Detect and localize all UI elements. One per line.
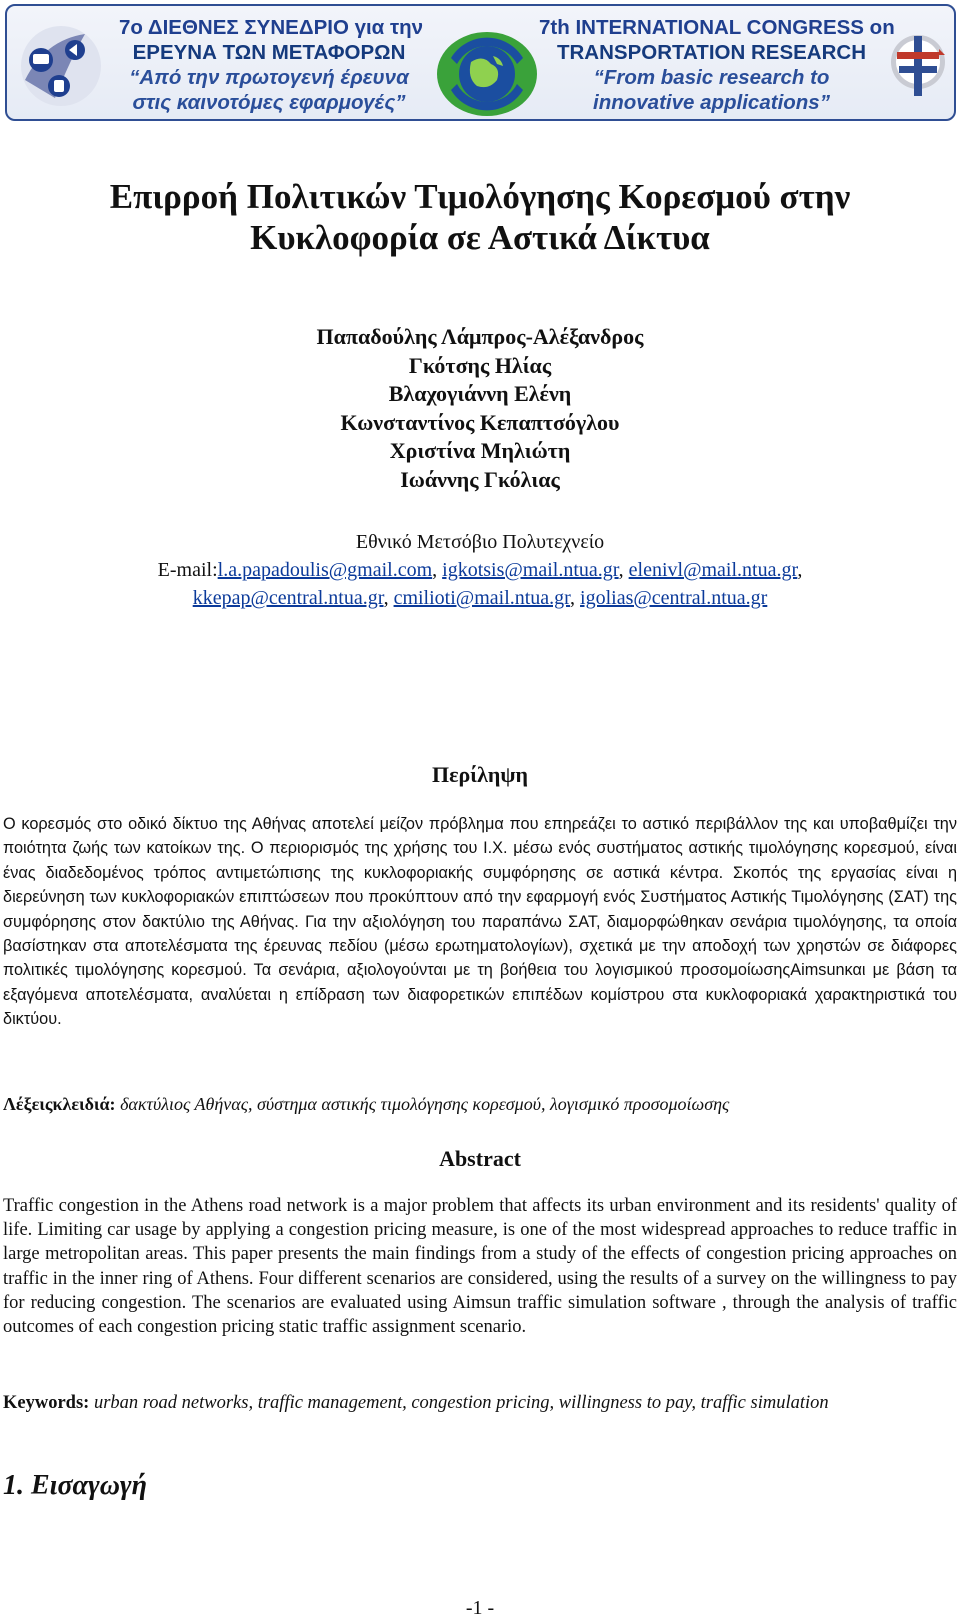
- conference-banner: [5, 4, 956, 121]
- email-link[interactable]: elenivl@mail.ntua.gr: [628, 559, 798, 581]
- banner-en-line-4: innovative applications”: [593, 91, 830, 114]
- crossroads-logo-icon: [887, 22, 949, 110]
- transport-logo-icon: [15, 20, 107, 112]
- email-separator: ,: [432, 559, 443, 581]
- email-separator: ,: [618, 559, 629, 581]
- english-keywords-label: Keywords:: [3, 1393, 90, 1413]
- banner-en-line-3: “From basic research to: [593, 66, 830, 89]
- greek-abstract-text: Ο κορεσμός στο οδικό δίκτυο της Αθήνας αποτελεί μείζον πρόβλημα που επηρεάζει το αστικό περιβάλλον της και υποβαθμίζει την ποιότητα ζωής των κατοίκων της. Ο περιορισμός της χρήσης του Ι.Χ. μέσω ενός συστήματος αστικής τιμολόγησης κορεσμού, είναι ένας διαδεδομένος τρόπος αντιμετώπισης της κυκλοφοριακής συμφόρησης σε αστικά κέντρα. Σκοπός της εργασίας είναι η διερεύνηση των κυκλοφοριακών επιπτώσεων που προκύπτουν από την εφαρμογή ενός Συστήματος Αστικής Τιμολόγησης (ΣΑΤ) της συμφόρησης στον δακτύλιο της Αθήνας. Για την αξιολόγηση του παραπάνω ΣΑΤ, διαμορφώθηκαν σενάρια τιμολόγησης, τα οποία βασίστηκαν στα αποτελέσματα της έρευνας πεδίου (μέσω ερωτηματολογίων), σχετικά με την αποδοχή των χρηστών σε διάφορες πολιτικές τιμολόγησης κορεσμού. Τα σενάρια, αξιολογούνται με τη βοήθεια του λογισμικού προσομοίωσηςAimsunκαι με βάση τα εξαγόμενα αποτελέσματα, αναλύεται η επίδραση των διαφορετικών επιπέδων κομίστρου στα κυκλοφοριακά χαρακτηριστικά του δικτύου.: [3, 815, 957, 1029]
- paper-title-line-2: Κυκλοφορία σε Αστικά Δίκτυα: [250, 218, 710, 257]
- paper-title-line-1: Επιρροή Πολιτικών Τιμολόγησης Κορεσμού στην: [109, 177, 851, 216]
- affiliation: Εθνικό Μετσόβιο Πολυτεχνείο: [355, 531, 605, 553]
- author-list: [180, 323, 780, 495]
- congress-globe-logo-icon: [431, 28, 543, 120]
- author-name: Χριστίνα Μηλιώτη: [389, 438, 571, 464]
- email-separator: ,: [570, 587, 581, 609]
- english-keywords-values: urban road networks, traffic management, congestion pricing, willingness to pay, traffic simulation: [93, 1393, 829, 1413]
- email-line-2: [0, 584, 960, 612]
- author-name: Βλαχογιάννη Ελένη: [388, 381, 572, 407]
- paper-title: [40, 176, 920, 258]
- email-link[interactable]: l.a.papadoulis@gmail.com: [217, 559, 433, 581]
- banner-gr-line-3: “Από την πρωτογενή έρευνα: [129, 66, 409, 89]
- email-line-1: [0, 556, 960, 584]
- greek-keywords: [3, 1092, 957, 1116]
- author-name: Κωνσταντίνος Κεπαπτσόγλου: [340, 409, 620, 435]
- greek-keywords-label: Λέξειςκλειδιά:: [3, 1094, 116, 1114]
- email-label: E-mail:: [157, 559, 218, 581]
- email-link[interactable]: cmilioti@mail.ntua.gr: [393, 587, 571, 609]
- greek-abstract-heading: Περίληψη: [431, 762, 529, 787]
- email-link[interactable]: igolias@central.ntua.gr: [580, 587, 768, 609]
- banner-english-text: [539, 15, 895, 115]
- greek-keywords-values: δακτύλιος Αθήνας, σύστημα αστικής τιμολόγησης κορεσμού, λογισμικό προσομοίωσης: [120, 1094, 730, 1114]
- english-keywords: [3, 1391, 957, 1415]
- email-link[interactable]: kkepap@central.ntua.gr: [192, 587, 384, 609]
- email-separator: ,: [383, 587, 394, 609]
- email-trailing-comma: ,: [797, 559, 803, 581]
- author-name: Παπαδούλης Λάμπρος-Αλέξανδρος: [316, 324, 644, 349]
- page-number: -1 -: [465, 1597, 495, 1619]
- banner-en-line-2: TRANSPORTATION RESEARCH: [556, 41, 867, 64]
- section-heading-introduction: 1. Εισαγωγή: [3, 1470, 147, 1501]
- affiliation-block: [0, 528, 960, 612]
- author-name: Γκότσης Ηλίας: [408, 352, 552, 378]
- english-abstract-heading: Abstract: [439, 1146, 521, 1171]
- banner-greek-text: [119, 15, 424, 115]
- email-link[interactable]: igkotsis@mail.ntua.gr: [442, 559, 619, 581]
- author-name: Ιωάννης Γκόλιας: [400, 466, 560, 492]
- banner-gr-line-1: 7ο ΔΙΕΘΝΕΣ ΣΥΝΕΔΡΙΟ για την: [119, 16, 424, 39]
- banner-en-line-1: 7th INTERNATIONAL CONGRESS on: [539, 16, 895, 39]
- banner-gr-line-4: στις καινοτόμες εφαρμογές”: [132, 91, 406, 114]
- english-abstract-text: Traffic congestion in the Athens road network is a major problem that affects its urban environment and its residents' quality of life. Limiting car usage by applying a congestion pricing measure, is one of the most widespread approaches to reduce traffic in large metropolitan areas. This paper presents the main findings from a study of the effects of congestion pricing approaches on traffic in the inner ring of Athens. Four different scenarios are considered, using the results of a survey on the willingness to pay for reducing congestion. The scenarios are evaluated using Aimsun traffic simulation software , through the analysis of traffic outcomes of each congestion pricing static traffic assignment scenario.: [3, 1196, 957, 1338]
- banner-gr-line-2: ΕΡΕΥΝΑ ΤΩΝ ΜΕΤΑΦΟΡΩΝ: [132, 41, 406, 64]
